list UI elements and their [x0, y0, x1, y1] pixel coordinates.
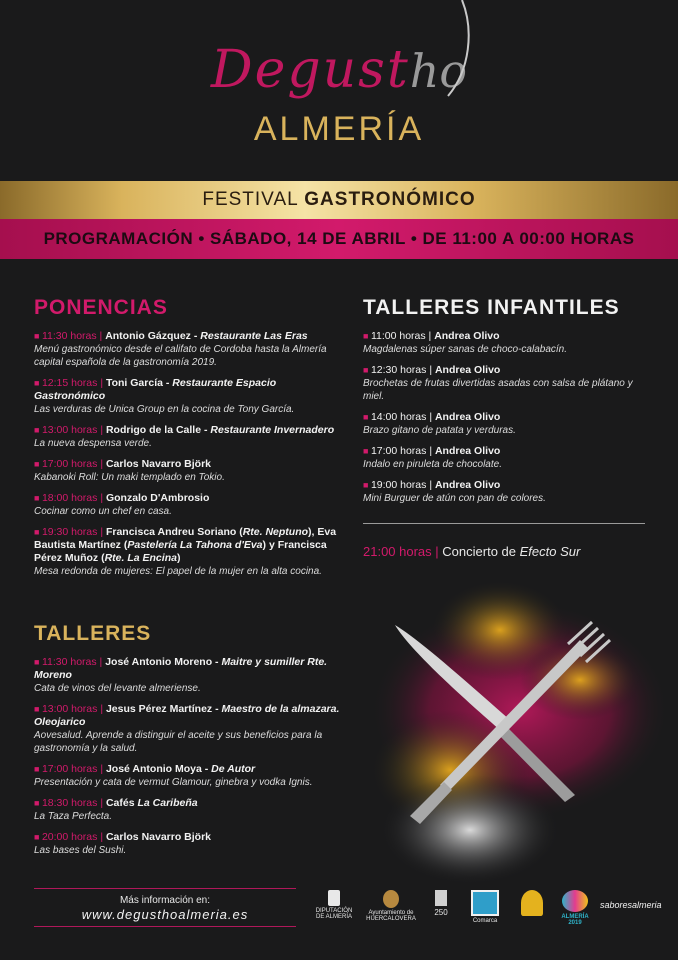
item-name: Carlos Navarro Björk	[105, 831, 212, 843]
bullet-icon: ■	[34, 459, 42, 469]
logo-part2: ho	[409, 44, 468, 98]
logo-part1: Degust	[210, 40, 410, 100]
talleres-title: TALLERES	[34, 622, 152, 645]
list-item	[34, 377, 340, 416]
item-name: Andrea Olivo	[434, 330, 500, 342]
bullet-icon: ■	[34, 331, 42, 341]
concert-band: Efecto Sur	[519, 544, 581, 559]
bullet-icon: ■	[34, 493, 42, 503]
logo-subtitle: ALMERÍA	[253, 110, 425, 148]
talleres-section	[34, 622, 340, 865]
item-desc: Indalo en piruleta de chocolate.	[363, 459, 502, 470]
item-desc: La Taza Perfecta.	[34, 811, 113, 822]
item-name: Andrea Olivo	[434, 445, 501, 457]
bullet-icon: ■	[363, 331, 371, 341]
item-name: Antonio Gázquez -	[105, 330, 201, 342]
list-item	[34, 656, 340, 695]
list-item	[363, 330, 648, 356]
logo-swash	[440, 0, 480, 100]
item-time: 17:00 horas |	[41, 458, 104, 470]
tree-icon	[521, 890, 543, 916]
mesa-a: Francisca Andreu Soriano (	[105, 526, 243, 538]
item-place: Restaurante Espacio Gastronómico	[34, 377, 277, 402]
item-place: De Autor	[211, 763, 256, 775]
mesa-c: ) y Francisca Pérez Muñoz (	[34, 539, 327, 564]
sponsor-250	[424, 890, 458, 917]
ponencias-title: PONENCIAS	[34, 296, 168, 319]
sponsor-label: 250	[434, 908, 448, 917]
sponsor-tree	[514, 890, 550, 918]
item-name: Toni García -	[105, 377, 173, 389]
spice-salt	[380, 775, 560, 885]
list-item	[363, 411, 648, 437]
item-time: 12:30 horas |	[370, 364, 433, 376]
list-item	[363, 364, 648, 403]
item-time: 18:00 horas |	[41, 492, 104, 504]
item-time: 17:00 horas |	[41, 763, 104, 775]
item-desc: Presentación y cata de vermut Glamour, ginebra y vodka Ignis.	[34, 777, 313, 788]
more-info-label: Más información en:	[119, 895, 211, 906]
mesa-d: )	[176, 552, 181, 564]
crest-icon	[383, 890, 399, 908]
bullet-icon: ■	[34, 378, 42, 388]
heart-icon	[562, 890, 588, 912]
sponsor-almeria2019	[554, 890, 596, 926]
item-place: Maestro de la almazara. Oleojarico	[34, 703, 340, 728]
mesa-b-i: Pastelería La Tahona d'Eva	[127, 539, 263, 551]
list-item	[34, 424, 340, 450]
mesa-desc: Mesa redonda de mujeres: El papel de la mujer en la alta cocina.	[34, 566, 322, 577]
item-desc: Las bases del Sushi.	[34, 845, 127, 856]
sponsor-label: ALMERÍA 2019	[561, 914, 589, 926]
program-text: PROGRAMACIÓN • SÁBADO, 14 DE ABRIL • DE 11:00 A 00:00 HORAS	[43, 229, 635, 248]
emblem-icon	[435, 890, 447, 906]
bullet-icon: ■	[363, 480, 371, 490]
mesa-a-i: Rte. Neptuno	[242, 526, 309, 538]
ponencias-section	[34, 296, 340, 586]
item-name: Gonzalo D'Ambrosio	[105, 492, 210, 504]
item-time: 17:00 horas |	[370, 445, 433, 457]
bullet-icon: ■	[34, 832, 42, 842]
program-band	[0, 219, 678, 259]
bullet-icon: ■	[34, 657, 42, 667]
concert-line	[363, 544, 580, 559]
divider	[363, 523, 645, 524]
item-desc: Cata de vinos del levante almeriense.	[34, 683, 201, 694]
item-name: Rodrigo de la Calle -	[105, 424, 211, 436]
infantiles-title: TALLERES INFANTILES	[363, 296, 620, 319]
item-place: Maitre y sumiller Rte. Moreno	[34, 656, 328, 681]
footer-line-bottom	[34, 926, 296, 927]
item-name: Andrea Olivo	[434, 364, 501, 376]
bullet-icon: ■	[34, 798, 42, 808]
sponsor-label: Ayuntamiento de HUERCALOVERA	[366, 910, 416, 922]
festival-prefix: FESTIVAL	[202, 189, 298, 210]
bullet-icon: ■	[34, 764, 42, 774]
mesa-b: ), Eva Bautista Martínez (	[34, 526, 337, 551]
bullet-icon: ■	[34, 425, 42, 435]
bullet-icon: ■	[363, 446, 371, 456]
item-desc: Menú gastronómico desde el califato de Cordoba hasta la Almería capital española de la gastronomía 2019.	[34, 344, 327, 368]
list-item	[363, 445, 648, 471]
item-time: 11:30 horas |	[41, 330, 103, 342]
list-item	[34, 831, 340, 857]
item-time: 12:15 horas |	[41, 377, 104, 389]
item-time: 19:00 horas |	[370, 479, 433, 491]
sponsor-diputacion	[312, 890, 356, 920]
item-name: Andrea Olivo	[434, 479, 501, 491]
list-item	[34, 797, 340, 823]
item-name: Andrea Olivo	[434, 411, 501, 423]
item-place: La Caribeña	[137, 797, 198, 809]
list-item	[363, 479, 648, 505]
item-name: Carlos Navarro Björk	[105, 458, 212, 470]
sponsor-label: saboresalmeria	[600, 900, 662, 910]
festival-band	[0, 181, 678, 219]
festival-main: GASTRONÓMICO	[304, 189, 476, 210]
item-name: José Antonio Moreno -	[105, 656, 222, 668]
infantiles-section	[363, 296, 648, 513]
item-name: Jesus Pérez Martínez -	[105, 703, 222, 715]
item-place: Restaurante Invernadero	[210, 424, 335, 436]
concert-time: 21:00 horas |	[363, 544, 439, 559]
bullet-icon: ■	[363, 412, 371, 422]
item-desc: Brazo gitano de patata y verduras.	[363, 425, 516, 436]
shield-icon	[328, 890, 340, 906]
list-item	[34, 330, 340, 369]
item-desc: Kabanoki Roll: Un maki templado en Tokio.	[34, 472, 225, 483]
bullet-icon: ■	[34, 704, 42, 714]
item-desc: Aovesalud. Aprende a distinguir el aceite y sus beneficios para la gastronomía y la salud.	[34, 730, 323, 754]
bullet-icon: ■	[363, 365, 371, 375]
mesa-time: 19:30 horas |	[41, 526, 104, 538]
item-time: 13:00 horas |	[41, 424, 104, 436]
sponsor-label: Comarca	[472, 918, 498, 924]
item-desc: La nueva despensa verde.	[34, 438, 152, 449]
item-desc: Mini Burguer de atún con pan de colores.	[363, 493, 546, 504]
item-time: 18:30 horas |	[41, 797, 104, 809]
concert-text: Concierto de	[442, 544, 520, 559]
sponsor-huercal	[364, 890, 418, 922]
sponsor-comarca	[462, 890, 508, 924]
item-name: Cafés	[105, 797, 138, 809]
spice-cutlery-illustration	[350, 570, 678, 890]
item-desc: Magdalenas súper sanas de choco-calabacín.	[363, 344, 568, 355]
sponsor-sabores	[600, 900, 662, 910]
item-time: 11:00 horas |	[370, 330, 432, 342]
item-desc: Las verduras de Unica Group en la cocina de Tony García.	[34, 404, 295, 415]
list-item	[34, 703, 340, 755]
list-item	[34, 763, 340, 789]
footer-line-top	[34, 888, 296, 889]
logo-title	[0, 40, 678, 100]
item-desc: Cocinar como un chef en casa.	[34, 506, 172, 517]
item-time: 11:30 horas |	[41, 656, 103, 668]
item-name: José Antonio Moya -	[105, 763, 212, 775]
landscape-icon	[471, 890, 499, 916]
item-time: 20:00 horas |	[41, 831, 104, 843]
item-time: 14:00 horas |	[370, 411, 433, 423]
website-link[interactable]: www.degusthoalmeria.es	[81, 907, 249, 922]
list-item	[34, 458, 340, 484]
item-place: Restaurante Las Eras	[200, 330, 308, 342]
mesa-item: ■ 19:30 horas | Francisca Andreu Soriano (Rte. Neptuno), Eva Bautista Martínez (Pastelería La Tahona d'Eva) y Francisca Pérez Muñoz (Rte. La Encina) Mesa redonda de mujeres: El papel de la mujer en la alta cocina.	[34, 526, 340, 578]
mesa-c-i: Rte. La Encina	[104, 552, 177, 564]
sponsor-label: DIPUTACIÓN DE ALMERÍA	[315, 908, 353, 920]
item-time: 13:00 horas |	[41, 703, 104, 715]
list-item	[34, 492, 340, 518]
item-desc: Brochetas de frutas divertidas asadas con salsa de plátano y miel.	[363, 378, 633, 402]
